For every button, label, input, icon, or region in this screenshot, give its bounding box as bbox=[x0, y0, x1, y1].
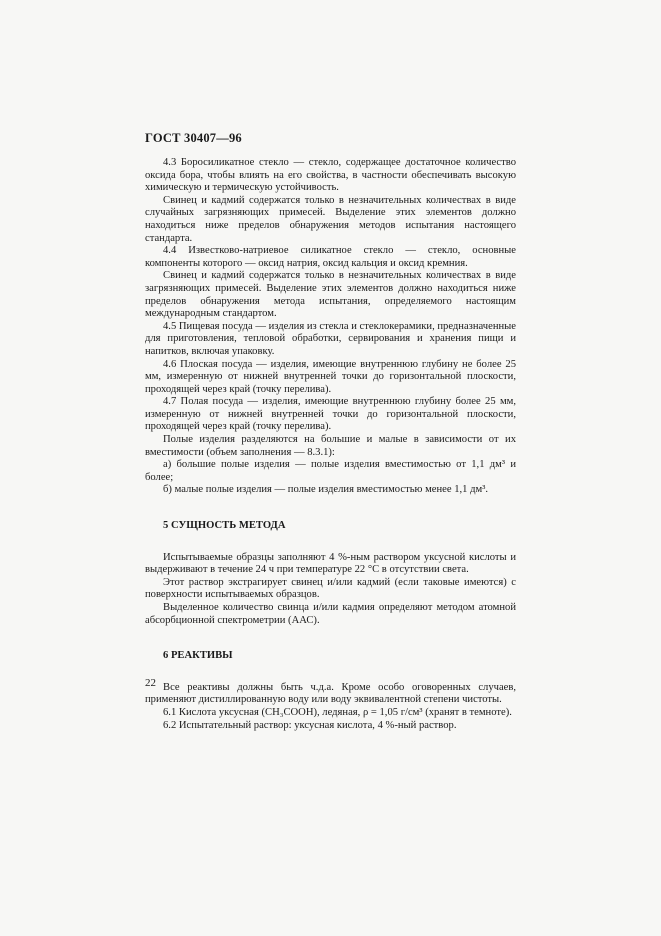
list-item-b: б) малые полые изделия — полые изделия вместимостью менее 1,1 дм³. bbox=[163, 484, 489, 496]
paragraph-5-1: Испытываемые образцы заполняют 4 %-ным раствором уксусной кислоты и выдерживают в течение 24 ч при температуре 22 °С в отсутствии света. bbox=[145, 551, 516, 576]
paragraph-4-7-note: Полые изделия разделяются на большие и малые в зависимости от их вместимости (объем заполнения — 8.3.1): bbox=[145, 434, 516, 458]
page-number: 22 bbox=[145, 677, 156, 689]
paragraph-4-3: 4.3 Боросиликатное стекло — стекло, содержащее достаточное количество оксида бора, чтобы влиять на его свойства, в частности обеспечивать высокую химическую и термическую устойчивость. bbox=[145, 157, 516, 194]
paragraph-4-6: 4.6 Плоская посуда — изделия, имеющие внутреннюю глубину не более 25 мм, измеренную от нижней внутренней точки до горизонтальной плоскости, проходящей через край (точку перелива). bbox=[145, 358, 516, 395]
section-heading-5: 5 СУЩНОСТЬ МЕТОДА bbox=[163, 520, 286, 532]
paragraph-6-2: 6.2 Испытательный раствор: уксусная кислота, 4 %-ный раствор. bbox=[163, 719, 457, 731]
paragraph-4-3-note: Свинец и кадмий содержатся только в незначительных количествах в виде случайных загрязняющих примесей. Выделение этих элементов должно находиться ниже пределов обнаружения методов испытания настоящего стандарта. bbox=[145, 194, 516, 244]
document-body bbox=[145, 157, 516, 732]
section-heading-6: 6 РЕАКТИВЫ bbox=[163, 650, 233, 662]
paragraph-6-1: 6.1 Кислота уксусная (CH₃COOH), ледяная, ρ = 1,05 г/см³ (хранят в темноте). bbox=[163, 706, 512, 718]
paragraph-5-2: Этот раствор экстрагирует свинец и/или кадмий (если таковые имеются) с поверхности испытываемых образцов. bbox=[145, 576, 516, 601]
paragraph-4-4: 4.4 Известково-натриевое силикатное стекло — стекло, основные компоненты которого — оксид натрия, оксид кальция и оксид кремния. bbox=[145, 245, 516, 269]
paragraph-4-7: 4.7 Полая посуда — изделия, имеющие внутреннюю глубину более 25 мм, измеренную от нижней внутренней точки до горизонтальной плоскости, проходящей через край (точку перелива). bbox=[145, 396, 516, 433]
paragraph-4-5: 4.5 Пищевая посуда — изделия из стекла и стеклокерамики, предназначенные для приготовления, тепловой обработки, сервирования и хранения пищи и напитков, включая упаковку. bbox=[145, 320, 516, 357]
paragraph-5-3: Выделенное количество свинца и/или кадмия определяют методом атомной абсорбционной спектрометрии (ААС). bbox=[145, 602, 516, 626]
paragraph-6-intro: Все реактивы должны быть ч.д.а. Кроме особо оговоренных случаев, применяют дистиллированную воду или воду эквивалентной степени чистоты. bbox=[145, 681, 516, 706]
paragraph-4-4-note: Свинец и кадмий содержатся только в незначительных количествах в виде загрязняющих примесей. Выделение этих элементов должно находиться ниже пределов обнаружения метода испытания, определяемого настоящим международным стандартом. bbox=[145, 270, 516, 320]
document-header: ГОСТ 30407—96 bbox=[145, 131, 242, 145]
list-item-a: а) большие полые изделия — полые изделия вместимостью от 1,1 дм³ и более; bbox=[145, 459, 516, 483]
